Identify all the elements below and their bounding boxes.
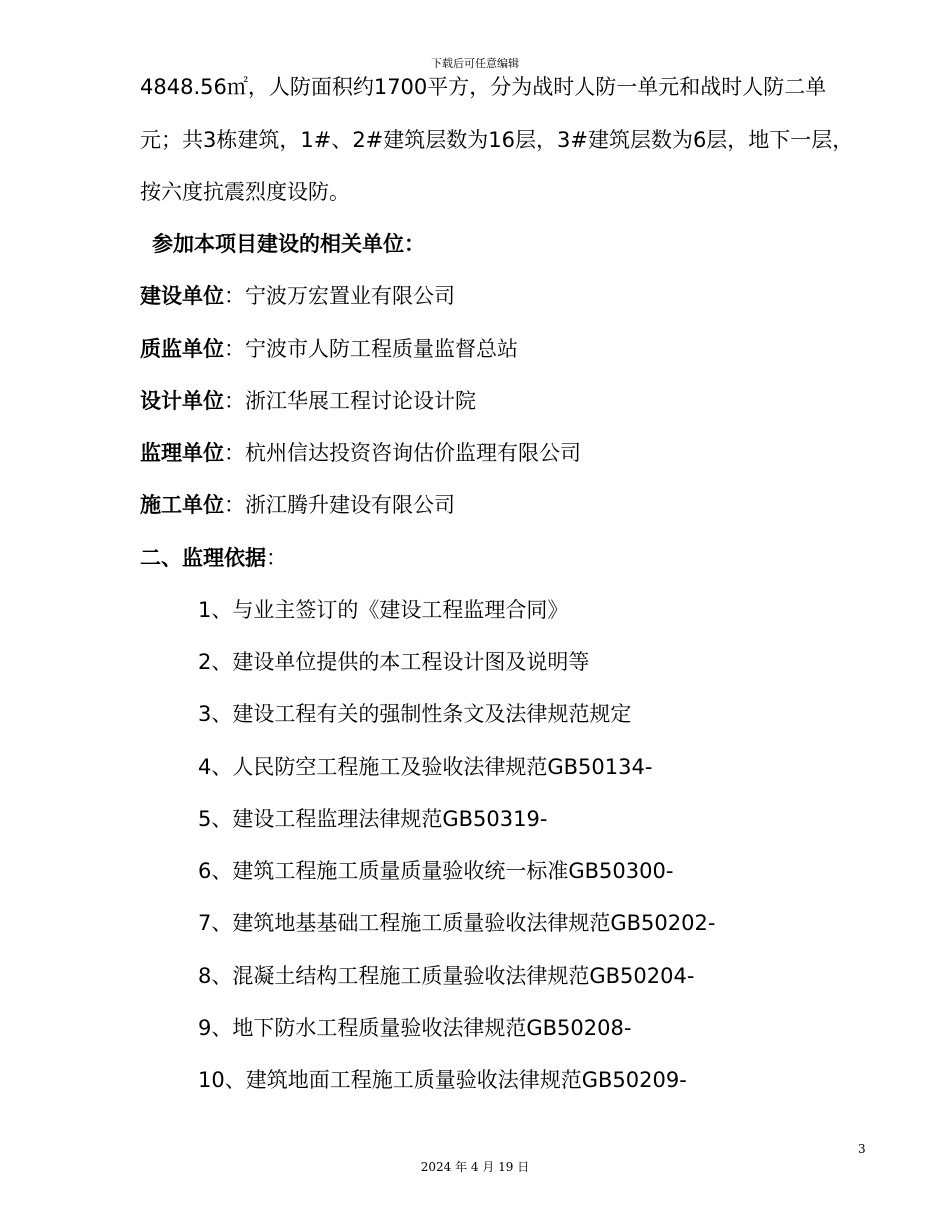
supervision-unit-value: ：杭州信达投资咨询估价监理有限公司 <box>224 441 581 465</box>
basis-item: 2、建设单位提供的本工程设计图及说明等 <box>198 650 590 674</box>
basis-item: 4、人民防空工程施工及验收法律规范GB50134- <box>198 755 653 779</box>
intro-line-2: 元；共3栋建筑，1#、2#建筑层数为16层，3#建筑层数为6层，地下一层， <box>140 128 854 152</box>
design-unit-row <box>140 386 476 416</box>
quality-unit-row <box>140 334 518 364</box>
construction-unit-row <box>140 490 455 520</box>
supervision-unit-row <box>140 438 581 468</box>
footer-date: 2024 年 4 月 19 日 <box>420 1160 530 1174</box>
owner-unit-label: 建设单位 <box>140 284 224 308</box>
design-unit-label: 设计单位 <box>140 389 224 413</box>
page-number: 3 <box>858 1142 866 1156</box>
basis-item: 8、混凝土结构工程施工质量验收法律规范GB50204- <box>198 964 695 988</box>
basis-item: 5、建设工程监理法律规范GB50319- <box>198 807 548 831</box>
supervision-unit-label: 监理单位 <box>140 441 224 465</box>
design-unit-value: ：浙江华展工程讨论设计院 <box>224 389 476 413</box>
basis-item: 9、地下防水工程质量验收法律规范GB50208- <box>198 1016 632 1040</box>
basis-item: 10、建筑地面工程施工质量验收法律规范GB50209- <box>198 1068 687 1092</box>
owner-unit-value: ：宁波万宏置业有限公司 <box>224 284 455 308</box>
basis-item: 1、与业主签订的《建设工程监理合同》 <box>198 598 569 622</box>
units-heading: 参加本项目建设的相关单位： <box>152 232 425 256</box>
intro-line-3: 按六度抗震烈度设防。 <box>140 180 350 204</box>
basis-item: 3、建设工程有关的强制性条文及法律规范规定 <box>198 702 632 726</box>
basis-item: 7、建筑地基基础工程施工质量验收法律规范GB50202- <box>198 911 716 935</box>
header-note: 下载后可任意编辑 <box>431 57 519 70</box>
owner-unit-row <box>140 281 455 311</box>
quality-unit-value: ：宁波市人防工程质量监督总站 <box>224 337 518 361</box>
basis-item: 6、建筑工程施工质量质量验收统一标准GB50300- <box>198 859 674 883</box>
basis-heading-row <box>140 543 287 573</box>
intro-line-1: 4848.56㎡，人防面积约1700平方，分为战时人防一单元和战时人防二单 <box>140 75 827 99</box>
construction-unit-label: 施工单位 <box>140 493 224 517</box>
quality-unit-label: 质监单位 <box>140 337 224 361</box>
basis-heading-suffix: ： <box>266 546 287 570</box>
construction-unit-value: ：浙江腾升建设有限公司 <box>224 493 455 517</box>
basis-heading: 二、监理依据 <box>140 546 266 570</box>
